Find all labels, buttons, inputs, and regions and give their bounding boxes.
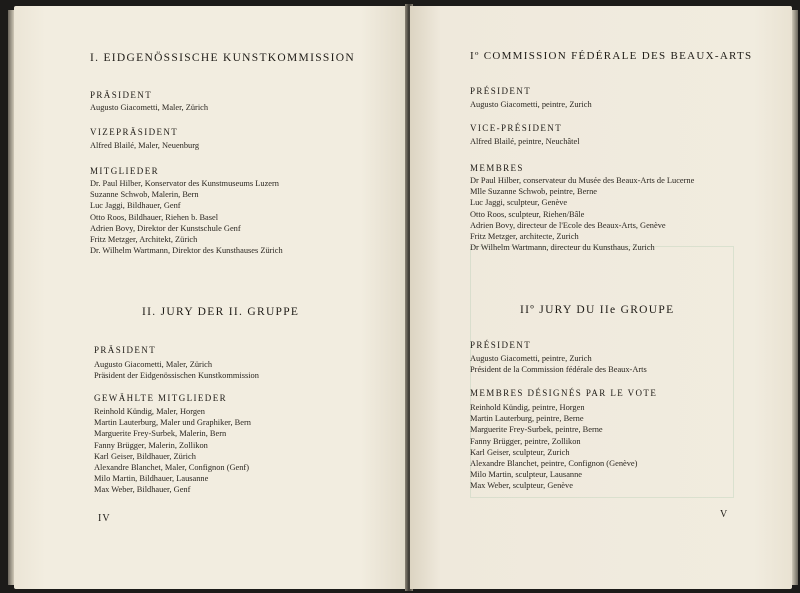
list-item: Karl Geiser, Bildhauer, Zürich — [94, 451, 196, 461]
list-item: Dr Paul Hilber, conservateur du Musée des Beaux-Arts de Lucerne — [470, 176, 695, 185]
list-item: Milo Martin, Bildhauer, Lausanne — [94, 474, 209, 484]
vice-president-label: VICE-PRÉSIDENT — [470, 123, 563, 133]
members-label: MITGLIEDER — [90, 166, 159, 176]
elected-members-list — [94, 406, 251, 496]
list-item: Martin Lauterburg, peintre, Berne — [470, 414, 584, 424]
list-item: Mlle Suzanne Schwob, peintre, Berne — [470, 187, 597, 197]
page-number: V — [720, 509, 729, 520]
president-name: Augusto Giacometti, Maler, Zürich — [90, 103, 209, 112]
list-item: Dr. Paul Hilber, Konservator des Kunstmuseums Luzern — [90, 179, 279, 188]
list-item: Fanny Brügger, peintre, Zollikon — [470, 436, 581, 446]
list-item: Marguerite Frey-Surbek, peintre, Berne — [470, 425, 603, 435]
members-label: MEMBRES — [470, 163, 524, 173]
list-item: Milo Martin, sculpteur, Lausanne — [470, 470, 583, 480]
right-page — [410, 6, 792, 589]
list-item: Otto Roos, sculpteur, Riehen/Bâle — [470, 209, 585, 219]
list-item: Alexandre Blanchet, Maler, Confignon (Genf) — [94, 463, 250, 473]
list-item: Max Weber, sculpteur, Genève — [470, 481, 573, 491]
elected-members-label: GEWÄHLTE MITGLIEDER — [94, 393, 227, 403]
president-label: PRÄSIDENT — [90, 90, 153, 100]
president-label: PRÉSIDENT — [470, 86, 532, 96]
jury-president-line: Augusto Giacometti, peintre, Zurich — [470, 354, 592, 363]
section2-title: IIº JURY DU IIe GROUPE — [520, 304, 675, 316]
list-item: Karl Geiser, sculpteur, Zurich — [470, 447, 570, 457]
members-list — [470, 175, 694, 253]
vice-president-label: VIZEPRÄSIDENT — [90, 127, 179, 137]
vice-president-name: Alfred Blailé, Maler, Neuenburg — [90, 141, 200, 150]
list-item: Marguerite Frey-Surbek, Malerin, Bern — [94, 429, 227, 439]
list-item: Otto Roos, Bildhauer, Riehen b. Basel — [90, 212, 219, 222]
vice-president-name: Alfred Blailé, peintre, Neuchâtel — [470, 137, 580, 146]
list-item: Reinhold Kündig, Maler, Horgen — [94, 407, 205, 416]
list-item: Max Weber, Bildhauer, Genf — [94, 485, 191, 495]
voted-members-list — [470, 402, 637, 492]
jury-president-label: PRÉSIDENT — [470, 340, 532, 350]
list-item: Adrien Bovy, Direktor der Kunstschule Genf — [90, 223, 241, 233]
page-number: IV — [98, 513, 111, 524]
section1-title: Iº COMMISSION FÉDÉRALE DES BEAUX-ARTS — [470, 50, 753, 62]
members-list — [90, 178, 283, 256]
list-item: Fritz Metzger, architecte, Zurich — [470, 232, 579, 242]
jury-president-line: Präsident der Eidgenössischen Kunstkommission — [94, 371, 259, 380]
list-item: Suzanne Schwob, Malerin, Bern — [90, 190, 199, 200]
book-edge-right — [792, 10, 798, 585]
list-item: Martin Lauterburg, Maler und Graphiker, Bern — [94, 418, 251, 428]
list-item: Alexandre Blanchet, peintre, Confignon (Genève) — [470, 459, 638, 469]
jury-president-line: Augusto Giacometti, Maler, Zürich — [94, 360, 213, 369]
list-item: Dr Wilhelm Wartmann, directeur du Kunsthaus, Zurich — [470, 243, 655, 253]
president-name: Augusto Giacometti, peintre, Zurich — [470, 100, 592, 109]
voted-members-label: MEMBRES DÉSIGNÉS PAR LE VOTE — [470, 388, 658, 398]
list-item: Dr. Wilhelm Wartmann, Direktor des Kunsthauses Zürich — [90, 246, 283, 256]
list-item: Adrien Bovy, directeur de l'Ecole des Beaux-Arts, Genève — [470, 220, 666, 230]
jury-president-line: Président de la Commission fédérale des Beaux-Arts — [470, 365, 647, 374]
list-item: Reinhold Kündig, peintre, Horgen — [470, 403, 585, 412]
list-item: Luc Jaggi, Bildhauer, Genf — [90, 201, 181, 211]
left-page — [14, 6, 408, 589]
jury-president-label: PRÄSIDENT — [94, 345, 157, 355]
section1-title: I. EIDGENÖSSISCHE KUNSTKOMMISSION — [90, 52, 355, 64]
list-item: Fritz Metzger, Architekt, Zürich — [90, 235, 198, 245]
section2-title: II. JURY DER II. GRUPPE — [142, 306, 300, 318]
list-item: Fanny Brügger, Malerin, Zollikon — [94, 440, 208, 450]
list-item: Luc Jaggi, sculpteur, Genève — [470, 198, 568, 208]
